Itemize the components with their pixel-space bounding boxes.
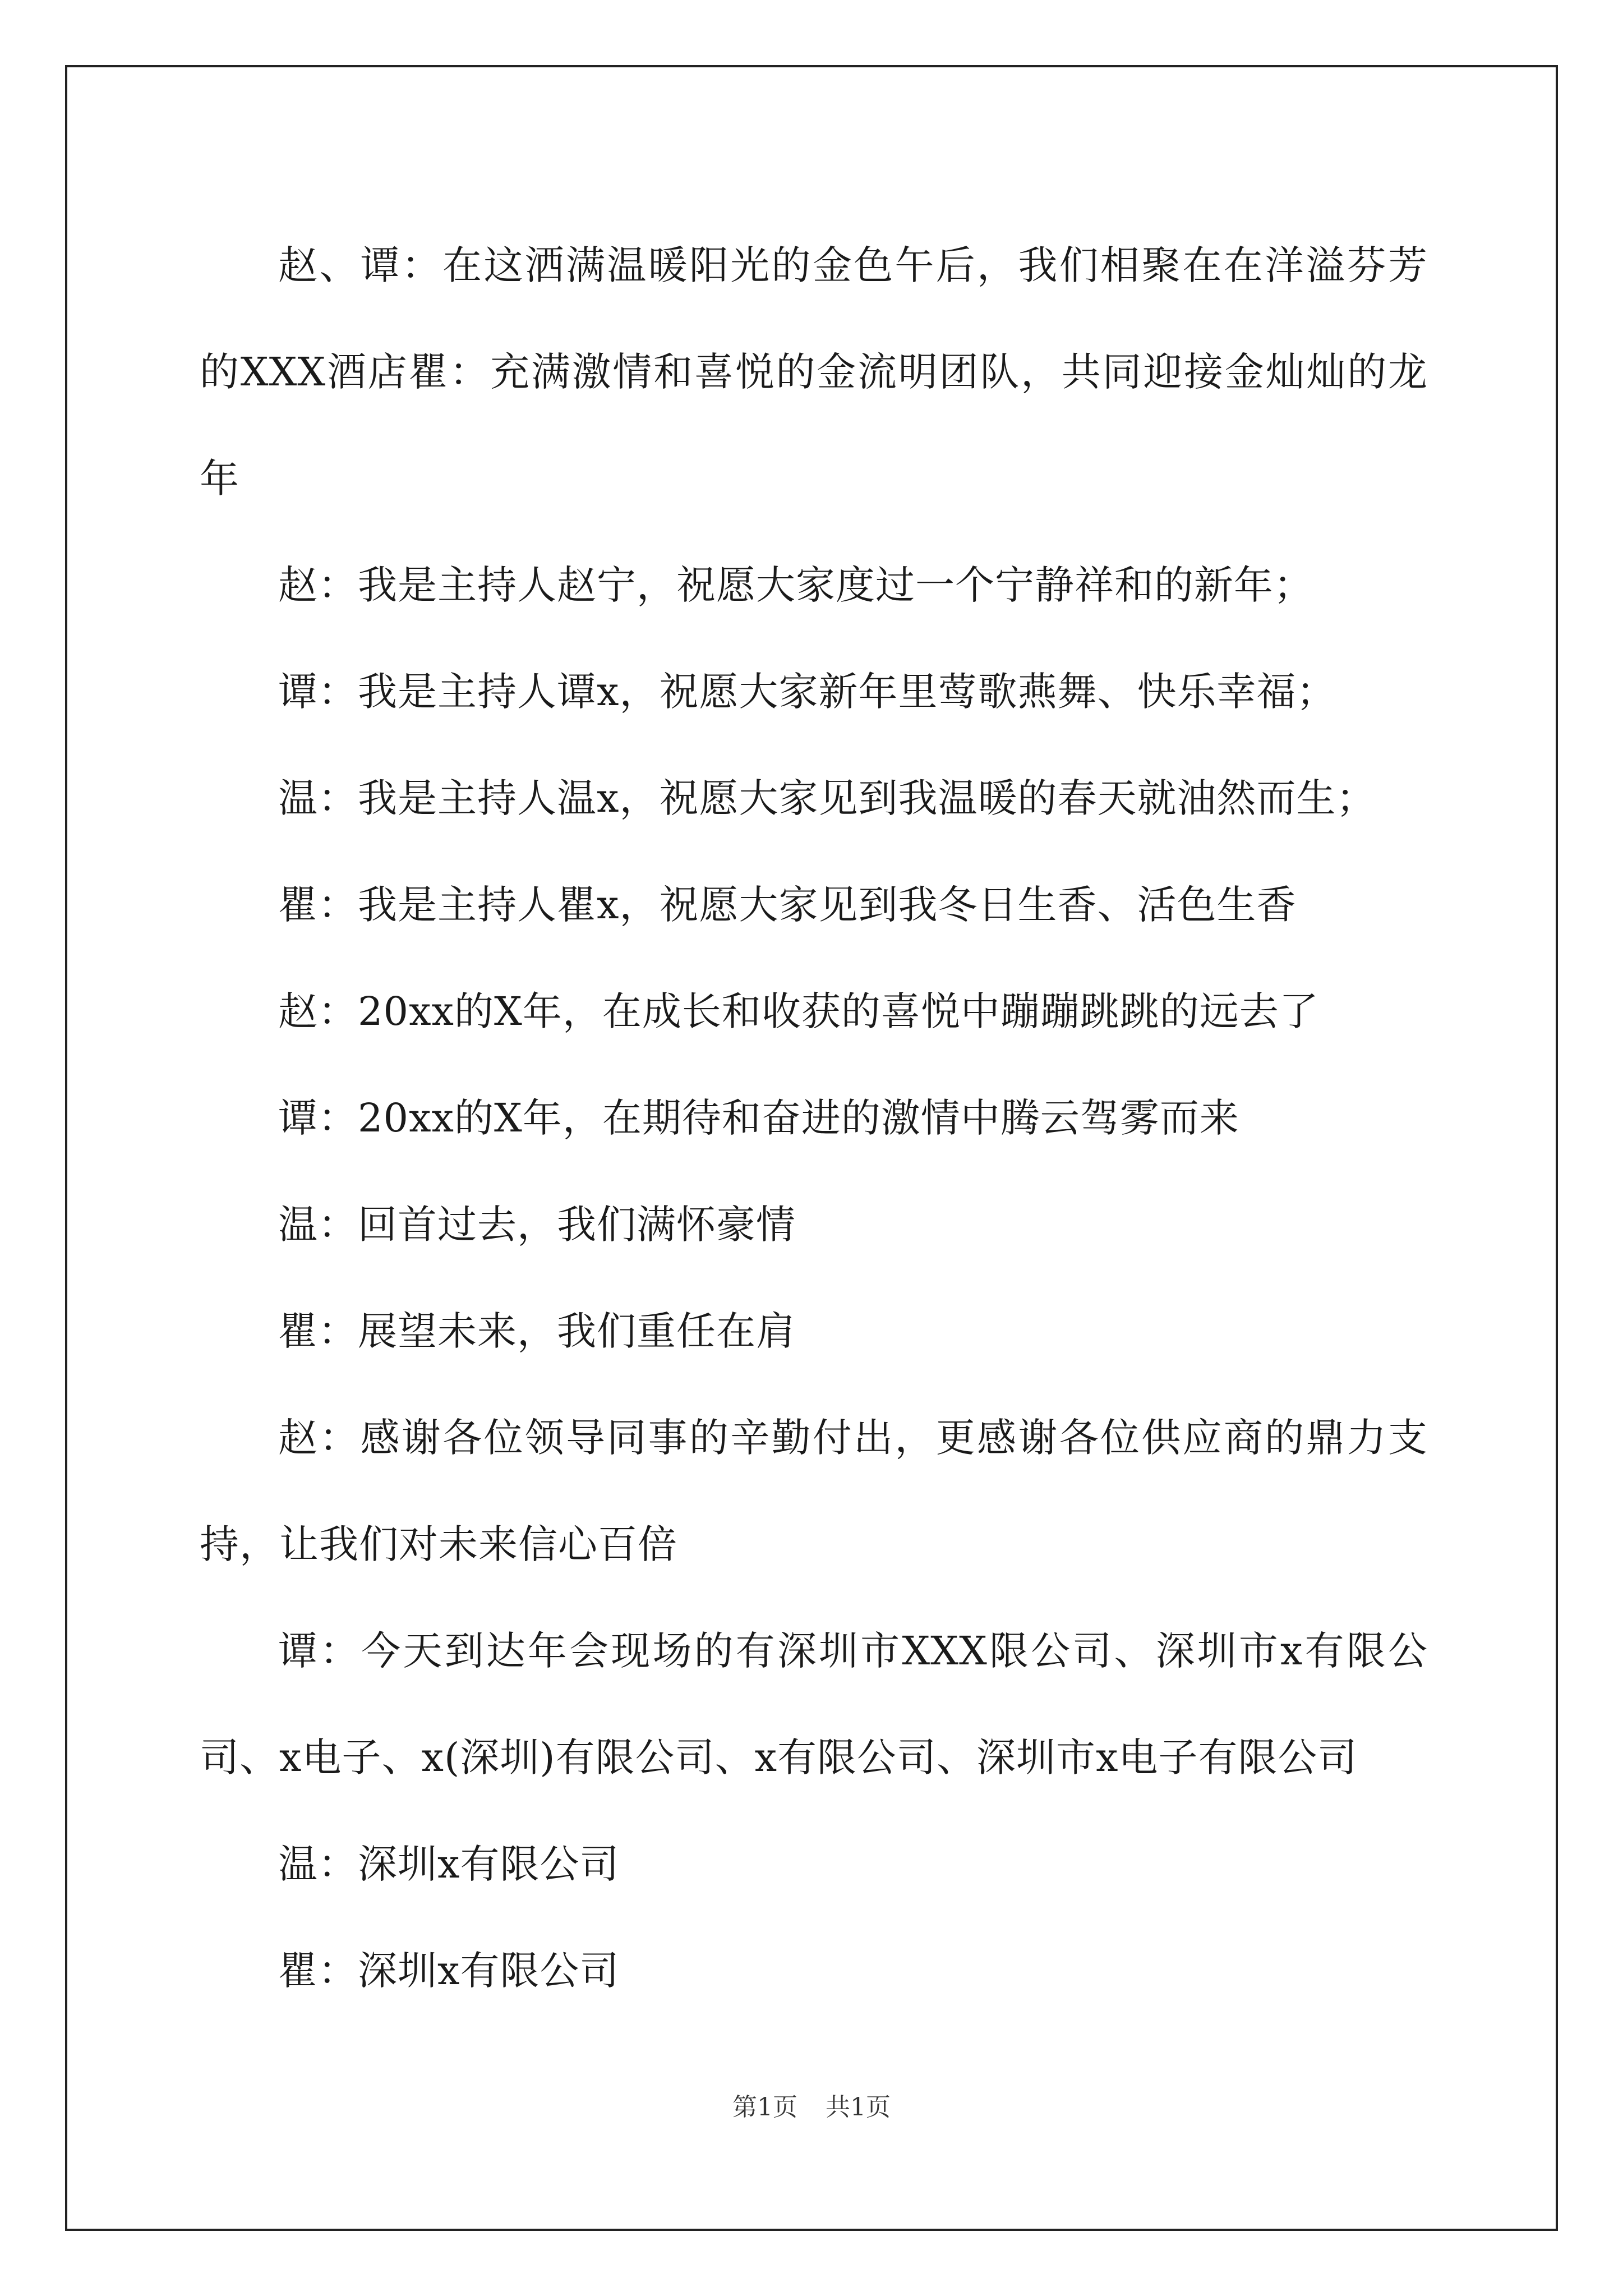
page-number: 第1页: [732, 2093, 797, 2122]
paragraph: 赵：感谢各位领导同事的辛勤付出，更感谢各位供应商的鼎力支持，让我们对未来信心百倍: [200, 1415, 1428, 1567]
paragraph: 温：深圳x有限公司: [278, 1841, 620, 1887]
paragraph: 瞿：展望未来，我们重任在肩: [278, 1308, 796, 1354]
paragraph: 赵、谭：在这洒满温暖阳光的金色午后，我们相聚在在洋溢芬芳的XXX酒店瞿：充满激情和喜悦的金流明团队，共同迎接金灿灿的龙年: [200, 242, 1428, 501]
paragraph: 赵：20xx的X年，在成长和收获的喜悦中蹦蹦跳跳的远去了: [278, 988, 1319, 1034]
page-footer: [0, 2087, 1623, 2123]
paragraph: 赵：我是主持人赵宁，祝愿大家度过一个宁静祥和的新年；: [278, 562, 1313, 608]
paragraph: 温：回首过去，我们满怀豪情: [278, 1202, 796, 1248]
paragraph: 谭：今天到达年会现场的有深圳市XXX限公司、深圳市x有限公司、x电子、x(深圳)有限公司、x有限公司、深圳市x电子有限公司: [200, 1628, 1428, 1780]
paragraph: 瞿：深圳x有限公司: [278, 1948, 620, 1994]
paragraph: 温：我是主持人温x，祝愿大家见到我温暖的春天就油然而生；: [278, 775, 1376, 821]
page-total: 共1页: [826, 2093, 891, 2122]
paragraph: 瞿：我是主持人瞿x，祝愿大家见到我冬日生香、活色生香: [278, 882, 1297, 928]
paragraph: 谭：20xx的X年，在期待和奋进的激情中腾云驾雾而来: [278, 1095, 1239, 1141]
paragraph: 谭：我是主持人谭x，祝愿大家新年里莺歌燕舞、快乐幸福；: [278, 669, 1336, 715]
document-body: [200, 212, 1428, 2024]
